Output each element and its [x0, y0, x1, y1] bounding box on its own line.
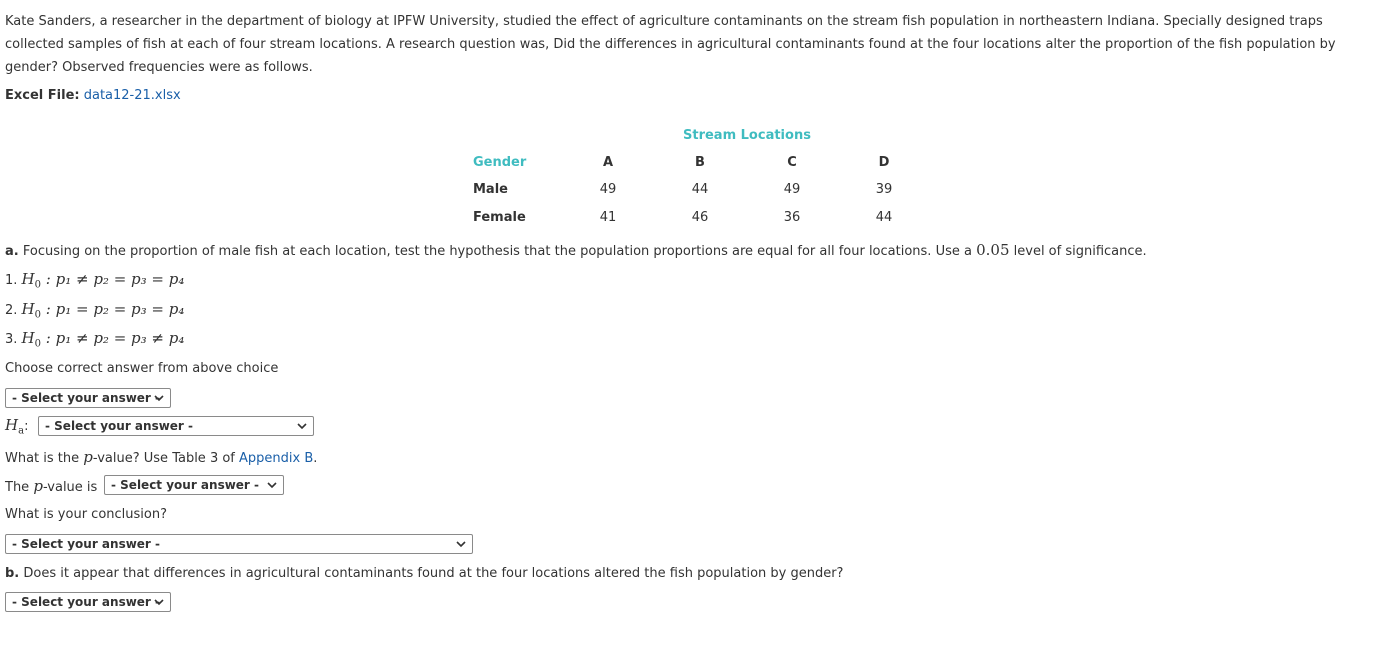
- choice-number: 1.: [5, 273, 18, 288]
- conclusion-select[interactable]: [5, 534, 473, 554]
- h-subscript: 0: [34, 338, 42, 350]
- table-col-header: C: [787, 155, 797, 170]
- intro-paragraph: Kate Sanders, a researcher in the department of biology at IPFW University, studied the effect of agriculture contaminants on the stream fish population in northeastern Indiana. Specially designed traps collected samples of fish at each of four stream locations. A research question was, Did the differences in agricultural contaminants found at the four locations alter the proportion of the fish population by gender? Observed frequencies were as follows.: [5, 14, 1336, 75]
- table-row-label: Female: [473, 210, 526, 225]
- part-a-question: [5, 241, 1147, 259]
- h-symbol: H: [5, 416, 19, 434]
- choice-number: 3.: [5, 332, 18, 347]
- h-subscript: 0: [34, 309, 42, 321]
- part-a-text: Focusing on the proportion of male fish at each location, test the hypothesis that the population proportions are equal for all four locations. Use a: [22, 244, 972, 259]
- pvalue-text: What is the: [5, 451, 80, 466]
- table-cell: 39: [875, 182, 893, 197]
- h-symbol: H: [21, 300, 35, 318]
- table-cell: 44: [875, 210, 893, 225]
- table-col-header: B: [695, 155, 705, 170]
- pvalue-label-after: -value is: [42, 480, 98, 495]
- excel-file-line: [5, 88, 181, 103]
- table-cell: 41: [599, 210, 617, 225]
- part-a-prefix: a.: [5, 244, 19, 259]
- pvalue-label: [5, 477, 97, 495]
- table-cell: 49: [783, 182, 801, 197]
- chevron-down-icon: [267, 480, 277, 490]
- ha-colon: :: [24, 419, 29, 434]
- choice-1: [5, 270, 184, 291]
- conclusion-question: What is your conclusion?: [5, 507, 167, 522]
- ha-label: [5, 416, 28, 437]
- alpha-value: 0.05: [976, 241, 1010, 259]
- table-cell: 49: [599, 182, 617, 197]
- part-b-prefix: b.: [5, 566, 20, 581]
- chevron-down-icon: [154, 393, 164, 403]
- h-subscript: 0: [34, 279, 42, 291]
- table-cell: 44: [691, 182, 709, 197]
- part-b-text: Does it appear that differences in agricultural contaminants found at the four locations altered the fish population by gender?: [23, 566, 844, 581]
- pvalue-question: [5, 448, 317, 466]
- excel-file-label: Excel File:: [5, 88, 80, 103]
- table-row-label: Male: [473, 182, 508, 197]
- choice-2: [5, 300, 184, 321]
- select-value: - Select your answer -: [45, 419, 194, 433]
- select-value: - Select your answer -: [12, 391, 161, 405]
- h-symbol: H: [21, 270, 35, 288]
- chevron-down-icon: [154, 597, 164, 607]
- h-symbol: H: [21, 329, 35, 347]
- select-value: - Select your answer -: [12, 595, 161, 609]
- choice-expression: : p₁ = p₂ = p₃ = p₄: [41, 300, 185, 318]
- table-col-header: D: [878, 155, 890, 170]
- part-b-question: [5, 566, 843, 581]
- table-col-header: A: [602, 155, 614, 170]
- excel-file-link[interactable]: data12-21.xlsx: [83, 88, 181, 103]
- part-a-text-after: level of significance.: [1013, 244, 1147, 259]
- choice-expression: : p₁ ≠ p₂ = p₃ ≠ p₄: [41, 329, 185, 347]
- choice-3: [5, 329, 184, 350]
- pvalue-text-after: -value? Use Table 3 of: [92, 451, 235, 466]
- select-value: - Select your answer -: [111, 478, 260, 492]
- period: .: [313, 451, 318, 466]
- p-symbol: p: [33, 477, 43, 495]
- choose-prompt: Choose correct answer from above choice: [5, 361, 279, 376]
- chevron-down-icon: [297, 421, 307, 431]
- appendix-b-link[interactable]: Appendix B: [239, 451, 314, 466]
- select-value: - Select your answer -: [12, 537, 161, 551]
- pvalue-label-text: The: [5, 480, 30, 495]
- p-symbol: p: [83, 448, 93, 466]
- chevron-down-icon: [456, 539, 466, 549]
- choice-expression: : p₁ ≠ p₂ = p₃ = p₄: [41, 270, 185, 288]
- choice-number: 2.: [5, 303, 18, 318]
- part-b-select[interactable]: [5, 592, 171, 612]
- table-cell: 36: [783, 210, 801, 225]
- table-group-header: Stream Locations: [683, 128, 811, 143]
- ha-select[interactable]: [38, 416, 314, 436]
- table-cell: 46: [691, 210, 709, 225]
- h-subscript: a: [18, 425, 25, 437]
- choice-select[interactable]: [5, 388, 171, 408]
- pvalue-select[interactable]: [104, 475, 284, 495]
- table-row-header: Gender: [473, 155, 527, 170]
